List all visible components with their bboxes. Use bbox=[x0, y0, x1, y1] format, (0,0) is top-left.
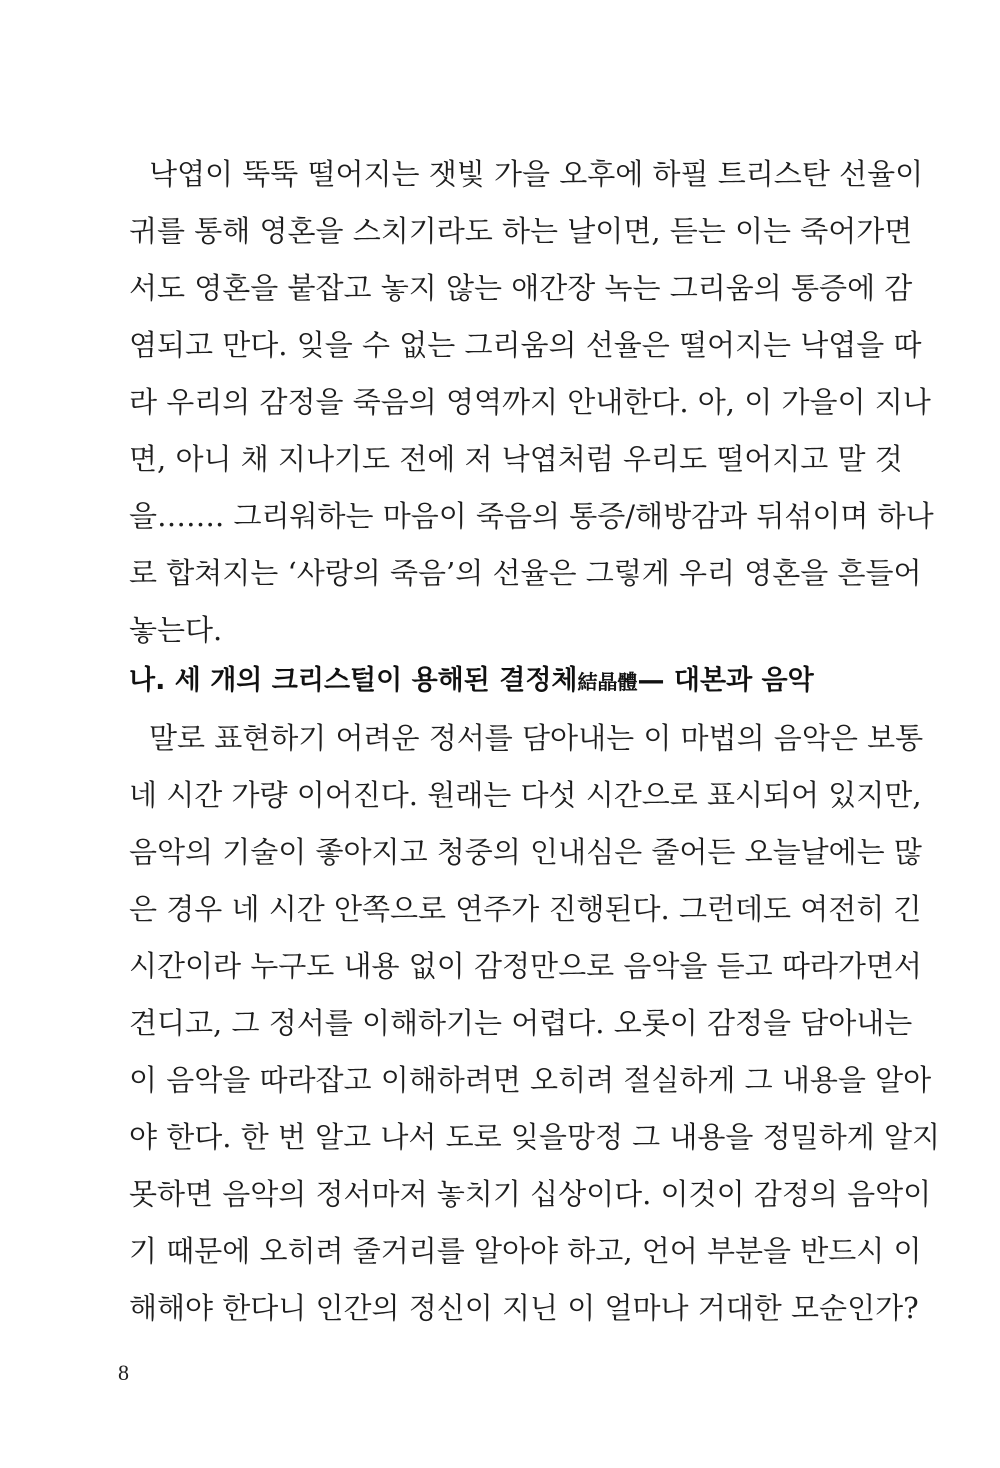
paragraph-line: 야 한다. 한 번 알고 나서 도로 잊을망정 그 내용을 정밀하게 알지 bbox=[129, 1120, 940, 1154]
page-number: 8 bbox=[118, 1360, 129, 1385]
paragraph-line: 견디고, 그 정서를 이해하기는 어렵다. 오롯이 감정을 담아내는 bbox=[129, 1006, 913, 1040]
section-heading-subtitle: — 대본과 음악 bbox=[637, 665, 814, 696]
paragraph-line: 염되고 만다. 잊을 수 없는 그리움의 선율은 떨어지는 낙엽을 따 bbox=[129, 328, 922, 362]
section-heading-title: 나. 세 개의 크리스털이 용해된 결정체 bbox=[129, 665, 578, 696]
paragraph-line: 네 시간 가량 이어진다. 원래는 다섯 시간으로 표시되어 있지만, bbox=[129, 778, 922, 812]
paragraph-line: 면, 아니 채 지나기도 전에 저 낙엽처럼 우리도 떨어지고 말 것 bbox=[129, 442, 903, 476]
paragraph-line: 라 우리의 감정을 죽음의 영역까지 안내한다. 아, 이 가을이 지나 bbox=[129, 385, 931, 419]
paragraph-line: 귀를 통해 영혼을 스치기라도 하는 날이면, 듣는 이는 죽어가면 bbox=[129, 214, 913, 248]
section-heading bbox=[129, 657, 869, 705]
paragraph-1 bbox=[129, 146, 934, 659]
paragraph-line: 서도 영혼을 붙잡고 놓지 않는 애간장 녹는 그리움의 통증에 감 bbox=[129, 271, 913, 305]
paragraph-line: 놓는다. bbox=[129, 613, 223, 647]
paragraph-line: 말로 표현하기 어려운 정서를 담아내는 이 마법의 음악은 보통 bbox=[149, 721, 924, 755]
paragraph-line: 시간이라 누구도 내용 없이 감정만으로 음악을 듣고 따라가면서 bbox=[129, 949, 922, 983]
paragraph-line: 이 음악을 따라잡고 이해하려면 오히려 절실하게 그 내용을 알아 bbox=[129, 1063, 932, 1097]
section-heading-hanja: 結晶體 bbox=[577, 670, 638, 694]
paragraph-line: 로 합쳐지는 ‘사랑의 죽음’의 선율은 그렇게 우리 영혼을 흔들어 bbox=[129, 556, 922, 590]
paragraph-2 bbox=[129, 710, 940, 1337]
paragraph-line: 기 때문에 오히려 줄거리를 알아야 하고, 언어 부분을 반드시 이 bbox=[129, 1234, 922, 1268]
paragraph-line: 못하면 음악의 정서마저 놓치기 십상이다. 이것이 감정의 음악이 bbox=[129, 1177, 932, 1211]
paragraph-line: 해해야 한다니 인간의 정신이 지닌 이 얼마나 거대한 모순인가? bbox=[129, 1291, 919, 1325]
paragraph-line: 은 경우 네 시간 안쪽으로 연주가 진행된다. 그런데도 여전히 긴 bbox=[129, 892, 922, 926]
paragraph-line: 을……. 그리워하는 마음이 죽음의 통증/해방감과 뒤섞이며 하나 bbox=[129, 499, 934, 533]
paragraph-line: 음악의 기술이 좋아지고 청중의 인내심은 줄어든 오늘날에는 많 bbox=[129, 835, 922, 869]
paragraph-line: 낙엽이 뚝뚝 떨어지는 잿빛 가을 오후에 하필 트리스탄 선율이 bbox=[149, 157, 924, 191]
